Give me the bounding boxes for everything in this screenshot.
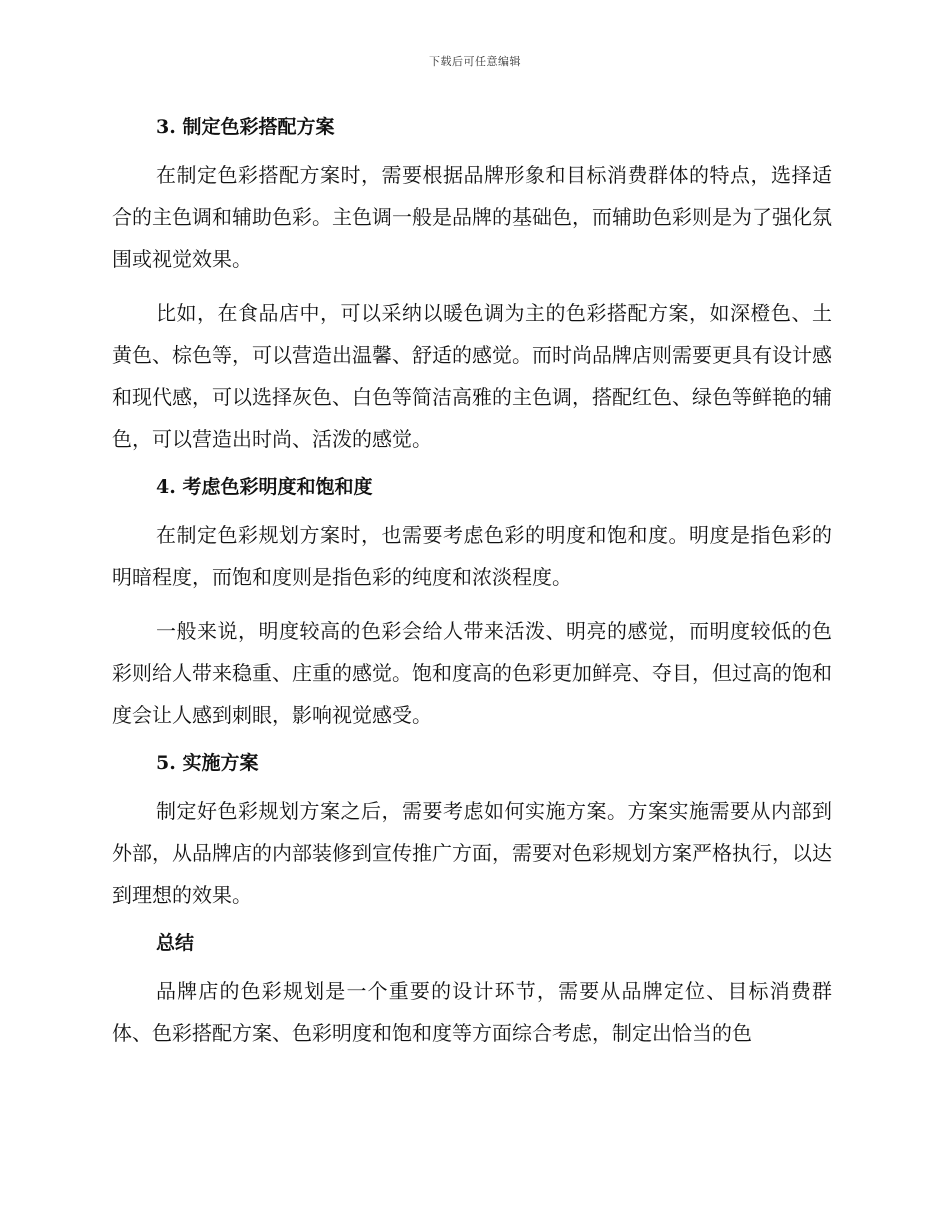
paragraph: 比如，在食品店中，可以采纳以暖色调为主的色彩搭配方案，如深橙色、土黄色、棕色等，可以营造出温馨、舒适的感觉。而时尚品牌店则需要更具有设计感和现代感，可以选择灰色、白色等简洁高雅的主色调，搭配红色、绿色等鲜艳的辅色，可以营造出时尚、活泼的感觉。: [112, 301, 832, 451]
paragraph: 在制定色彩规划方案时，也需要考虑色彩的明度和饱和度。明度是指色彩的明暗程度，而饱和度则是指色彩的纯度和浓淡程度。: [112, 523, 832, 589]
section-heading-summary: 总结: [156, 932, 195, 954]
paragraph: 在制定色彩搭配方案时，需要根据品牌形象和目标消费群体的特点，选择适合的主色调和辅助色彩。主色调一般是品牌的基础色，而辅助色彩则是为了强化氛围或视觉效果。: [112, 163, 832, 271]
section-heading-4: 4. 考虑色彩明度和饱和度: [156, 476, 373, 498]
paragraph: 一般来说，明度较高的色彩会给人带来活泼、明亮的感觉，而明度较低的色彩则给人带来稳重、庄重的感觉。饱和度高的色彩更加鲜亮、夺目，但过高的饱和度会让人感到刺眼，影响视觉感受。: [112, 619, 832, 727]
page-header: 下载后可任意编辑: [429, 55, 521, 68]
document-body: [112, 112, 832, 1054]
paragraph: 制定好色彩规划方案之后，需要考虑如何实施方案。方案实施需要从内部到外部，从品牌店的内部装修到宣传推广方面，需要对色彩规划方案严格执行，以达到理想的效果。: [112, 799, 832, 907]
section-heading-5: 5. 实施方案: [156, 752, 259, 774]
section-heading-3: 3. 制定色彩搭配方案: [156, 116, 335, 138]
paragraph: 品牌店的色彩规划是一个重要的设计环节，需要从品牌定位、目标消费群体、色彩搭配方案、色彩明度和饱和度等方面综合考虑，制定出恰当的色: [112, 979, 832, 1045]
